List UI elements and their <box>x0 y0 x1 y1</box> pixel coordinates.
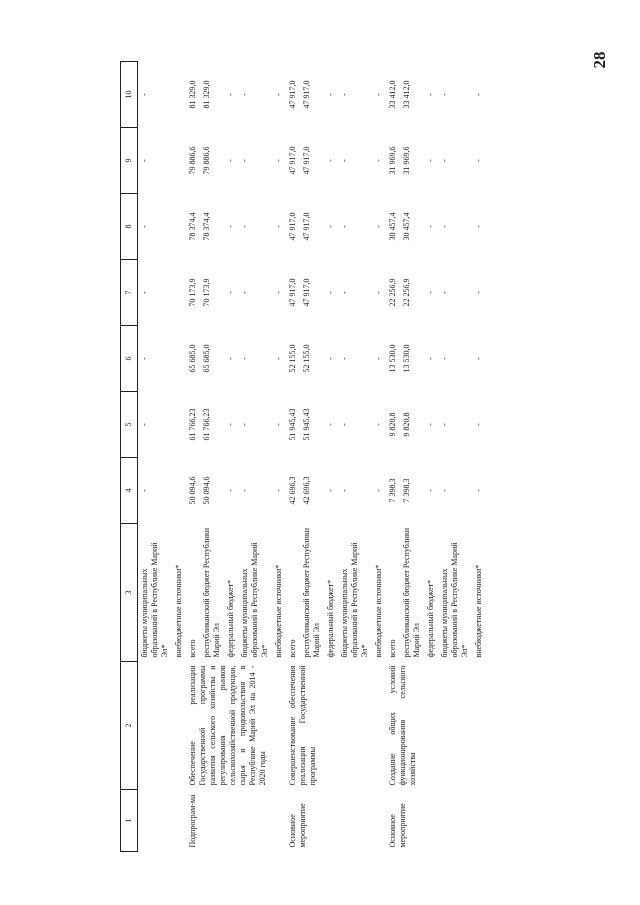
funding-value-cell: - <box>274 291 283 294</box>
program-name-cell: Обеспечение реализации Государственной программы развития сельского хозяйства и регулирования рынков сельскохозяйственной продукции, сырья и продовольствия в Республике Марий Эл на 2014 - 2020 годы <box>188 665 267 786</box>
funding-value-cell: - <box>274 423 283 426</box>
funding-value-cell: 47 917,0 <box>288 278 297 307</box>
funding-value-cell: - <box>326 159 335 162</box>
program-type-cell: Основное мероприятие <box>288 803 307 848</box>
funding-value-cell: - <box>240 291 249 294</box>
funding-value-cell: 61 766,23 <box>188 408 197 441</box>
funding-value-cell: - <box>326 357 335 360</box>
table-body <box>138 62 487 852</box>
column-header: 4 <box>121 458 138 524</box>
funding-value-cell: - <box>426 159 435 162</box>
funding-value-cell: - <box>240 423 249 426</box>
table-row <box>138 62 173 852</box>
program-type-cell: Подпрограм-ма <box>188 794 197 848</box>
funding-value-cell: 42 696,3 <box>302 476 311 505</box>
funding-value-cell <box>172 392 186 458</box>
funding-value-cell: - <box>140 357 149 360</box>
funding-value-cell: - <box>140 489 149 492</box>
funding-value-cell: - <box>426 93 435 96</box>
funding-value-cell: - <box>140 423 149 426</box>
funding-value-cell <box>172 194 186 260</box>
funding-value-cell: 51 945,43 <box>288 408 297 441</box>
funding-value-cell: 79 886,6 <box>188 146 197 175</box>
column-header: 2 <box>121 662 138 790</box>
funding-value-cell: 50 094,6 <box>188 476 197 505</box>
funding-value-cell: 51 945,43 <box>302 408 311 441</box>
funding-source-cell: внебюджетные источники* <box>374 564 383 658</box>
funding-source-cell: федеральный бюджет* <box>226 579 235 658</box>
program-name-cell: Совершенствование обеспечения реализации Государственной программы <box>288 665 317 786</box>
funding-value-cell: - <box>426 225 435 228</box>
funding-value-cell <box>172 128 186 194</box>
funding-value-cell: - <box>140 291 149 294</box>
funding-value-cell: - <box>274 93 283 96</box>
funding-value-cell: - <box>474 291 483 294</box>
funding-value-cell: 47 917,0 <box>288 80 297 109</box>
funding-value-cell: - <box>374 423 383 426</box>
funding-value-cell: - <box>440 423 449 426</box>
funding-value-cell: 78 374,4 <box>188 212 197 241</box>
funding-value-cell: - <box>440 93 449 96</box>
funding-source-cell: республиканский бюджет Республики Марий Эл <box>302 527 321 658</box>
funding-value-cell: - <box>140 159 149 162</box>
funding-value-cell: - <box>374 291 383 294</box>
funding-value-cell: 47 917,0 <box>288 212 297 241</box>
funding-value-cell: - <box>374 159 383 162</box>
funding-value-cell: - <box>226 159 235 162</box>
funding-value-cell: 79 886,6 <box>202 146 211 175</box>
funding-value-cell: - <box>426 291 435 294</box>
funding-value-cell: 7 398,3 <box>402 478 411 503</box>
funding-value-cell: - <box>440 159 449 162</box>
program-name-cell <box>138 662 187 790</box>
column-header: 6 <box>121 326 138 392</box>
funding-value-cell: 65 685,0 <box>202 344 211 373</box>
funding-value-cell: - <box>440 225 449 228</box>
column-header: 7 <box>121 260 138 326</box>
program-type-cell: Основное мероприятие <box>388 803 407 848</box>
funding-value-cell: - <box>474 357 483 360</box>
funding-value-cell: - <box>440 291 449 294</box>
table-row <box>286 62 300 852</box>
table-row <box>386 62 400 852</box>
funding-value-cell: 13 530,0 <box>388 344 397 373</box>
funding-value-cell: 30 457,4 <box>402 212 411 241</box>
funding-value-cell: - <box>240 357 249 360</box>
funding-source-cell: бюджеты муниципальных образований в Республике Марий Эл* <box>140 542 169 658</box>
funding-value-cell: 61 766,23 <box>202 408 211 441</box>
column-header: 5 <box>121 392 138 458</box>
funding-value-cell: - <box>340 159 349 162</box>
funding-value-cell: - <box>326 423 335 426</box>
funding-value-cell: 52 155,0 <box>302 344 311 373</box>
funding-value-cell: - <box>440 357 449 360</box>
funding-value-cell: - <box>440 489 449 492</box>
funding-source-cell: бюджеты муниципальных образований в Республике Марий Эл* <box>340 542 369 658</box>
funding-source-cell: внебюджетные источники* <box>274 564 283 658</box>
program-name-cell: Создание общих условий функционирования сельского хозяйства <box>388 665 417 786</box>
funding-source-cell: всего <box>188 639 197 658</box>
funding-value-cell: - <box>274 357 283 360</box>
funding-value-cell: 47 917,0 <box>302 278 311 307</box>
funding-value-cell: - <box>340 357 349 360</box>
funding-value-cell: 13 530,0 <box>402 344 411 373</box>
funding-value-cell: - <box>340 489 349 492</box>
funding-value-cell: 7 398,3 <box>388 478 397 503</box>
table-row <box>186 62 200 852</box>
funding-value-cell: - <box>426 357 435 360</box>
funding-value-cell: - <box>226 357 235 360</box>
funding-value-cell: - <box>374 357 383 360</box>
funding-value-cell: - <box>240 159 249 162</box>
funding-value-cell: - <box>274 159 283 162</box>
funding-value-cell: - <box>340 225 349 228</box>
funding-value-cell: 78 374,4 <box>202 212 211 241</box>
funding-value-cell: - <box>274 489 283 492</box>
funding-value-cell <box>172 326 186 392</box>
funding-source-cell: республиканский бюджет Республики Марий Эл <box>202 527 221 658</box>
funding-value-cell: - <box>426 423 435 426</box>
funding-value-cell: 47 917,0 <box>302 212 311 241</box>
funding-value-cell: 81 329,0 <box>202 80 211 109</box>
funding-source-cell: всего <box>388 639 397 658</box>
funding-value-cell: - <box>326 225 335 228</box>
funding-value-cell: 30 457,4 <box>388 212 397 241</box>
funding-source-cell: внебюджетные источники* <box>174 564 183 658</box>
funding-value-cell: - <box>374 225 383 228</box>
funding-value-cell: 70 173,9 <box>188 278 197 307</box>
funding-source-cell: всего <box>288 639 297 658</box>
funding-value-cell: 31 969,6 <box>388 146 397 175</box>
rotated-table-container <box>120 62 575 852</box>
funding-value-cell: 50 094,6 <box>202 476 211 505</box>
column-header: 3 <box>121 524 138 662</box>
funding-value-cell <box>172 260 186 326</box>
funding-value-cell: - <box>326 291 335 294</box>
funding-value-cell: 33 412,0 <box>402 80 411 109</box>
column-header: 8 <box>121 194 138 260</box>
funding-value-cell: 47 917,0 <box>302 146 311 175</box>
funding-source-cell: бюджеты муниципальных образований в Республике Марий Эл* <box>240 542 269 658</box>
funding-value-cell: - <box>474 489 483 492</box>
funding-value-cell: - <box>226 93 235 96</box>
funding-value-cell: - <box>340 93 349 96</box>
funding-value-cell: 65 685,0 <box>188 344 197 373</box>
funding-value-cell: - <box>274 225 283 228</box>
funding-source-cell: федеральный бюджет* <box>326 579 335 658</box>
funding-source-cell: бюджеты муниципальных образований в Республике Марий Эл* <box>440 542 469 658</box>
funding-value-cell: - <box>374 93 383 96</box>
funding-value-cell: 70 173,9 <box>202 278 211 307</box>
funding-value-cell: - <box>226 225 235 228</box>
funding-value-cell: - <box>226 423 235 426</box>
funding-value-cell: - <box>226 489 235 492</box>
funding-value-cell <box>172 62 186 128</box>
funding-value-cell: 33 412,0 <box>388 80 397 109</box>
funding-value-cell: 52 155,0 <box>288 344 297 373</box>
funding-value-cell: 9 820,8 <box>402 412 411 437</box>
funding-value-cell: - <box>474 159 483 162</box>
funding-value-cell: - <box>340 291 349 294</box>
funding-value-cell: - <box>340 423 349 426</box>
table-header-row <box>121 62 138 852</box>
funding-value-cell: - <box>140 225 149 228</box>
funding-value-cell: 47 917,0 <box>302 80 311 109</box>
funding-value-cell: - <box>240 93 249 96</box>
column-header: 9 <box>121 128 138 194</box>
funding-value-cell: 81 329,0 <box>188 80 197 109</box>
page-number: 28 <box>590 51 609 69</box>
funding-value-cell <box>172 458 186 524</box>
funding-value-cell: - <box>326 93 335 96</box>
funding-value-cell: 31 969,6 <box>402 146 411 175</box>
program-type-cell <box>138 790 187 852</box>
funding-value-cell: - <box>240 225 249 228</box>
funding-table <box>120 61 486 852</box>
funding-value-cell: - <box>426 489 435 492</box>
funding-value-cell: - <box>474 423 483 426</box>
funding-source-cell: внебюджетные источники* <box>474 564 483 658</box>
funding-value-cell: - <box>374 489 383 492</box>
funding-value-cell: 9 820,8 <box>388 412 397 437</box>
funding-source-cell: республиканский бюджет Республики Марий Эл <box>402 527 421 658</box>
column-header: 10 <box>121 62 138 128</box>
funding-value-cell: 47 917,0 <box>288 146 297 175</box>
funding-value-cell: - <box>226 291 235 294</box>
funding-value-cell: 22 256,9 <box>402 278 411 307</box>
column-header: 1 <box>121 790 138 852</box>
funding-value-cell: 42 696,3 <box>288 476 297 505</box>
funding-value-cell: - <box>240 489 249 492</box>
funding-source-cell: федеральный бюджет* <box>426 579 435 658</box>
funding-value-cell: - <box>326 489 335 492</box>
funding-value-cell: - <box>474 93 483 96</box>
funding-value-cell: - <box>474 225 483 228</box>
funding-value-cell: 22 256,9 <box>388 278 397 307</box>
funding-value-cell: - <box>140 93 149 96</box>
